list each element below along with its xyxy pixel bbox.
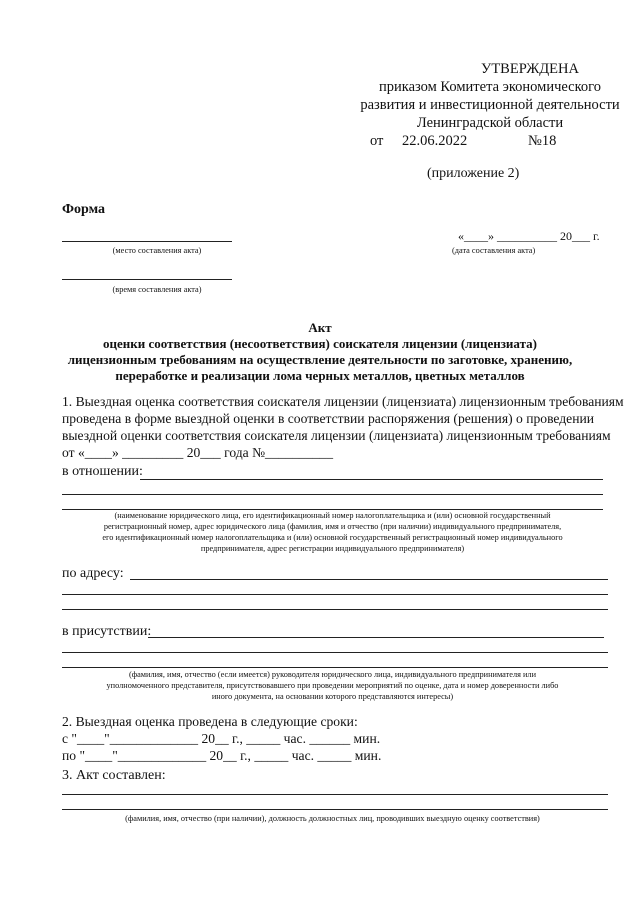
regarding-label: в отношении: — [62, 464, 143, 479]
section-2-from[interactable]: с "____"_____________ 20__ г., _____ час. ______ мин. — [62, 731, 381, 746]
presence-caption-line-2: уполномоченного представителя, присутствовавшего при проведении мероприятий по оценке, дата и номер доверенности либо — [106, 681, 559, 690]
section-1-line-2: проведена в форме выездной оценки в соответствии распоряжения (решения) о проведении — [62, 411, 595, 426]
time-line[interactable] — [62, 279, 232, 280]
approval-block — [355, 60, 625, 150]
regarding-caption-line-2: регистрационный номер, адрес юридического лица (фамилия, имя и отчество (при наличии) индивидуального предпринимателя, — [103, 522, 562, 531]
form-label: Форма — [62, 202, 106, 217]
presence-caption-line-3: иного документа, на основании которого представляются интересы) — [211, 692, 454, 701]
approval-date-prefix: от — [370, 133, 384, 149]
act-line-2: лицензионным требованиям на осуществление деятельности по заготовке, хранению, — [67, 352, 573, 367]
regarding-caption-line-1: (наименование юридического лица, его идентификационный номер налогоплательщика и (или) основной государственный — [114, 511, 551, 520]
act-title: Акт — [308, 320, 332, 335]
act-line-1: оценки соответствия (несоответствия) соискателя лицензии (лицензиата) — [103, 336, 537, 351]
appendix-label: (приложение 2) — [427, 166, 520, 181]
place-caption: (место составления акта) — [112, 246, 202, 255]
approval-order-line — [355, 132, 625, 150]
approval-line-2: развития и инвестиционной деятельности — [360, 97, 620, 113]
section-1-line-4[interactable]: от «____» _________ 20___ года №__________ — [62, 445, 334, 460]
approval-line-3: Ленинградской области — [416, 115, 564, 131]
place-line[interactable] — [62, 241, 232, 242]
approval-date: 22.06.2022 — [402, 133, 468, 149]
address-line-2[interactable] — [62, 594, 608, 595]
time-caption: (время составления акта) — [112, 285, 202, 294]
section-2-to[interactable]: по "____"_____________ 20__ г., _____ час. _____ мин. — [62, 748, 382, 763]
act-heading — [0, 320, 640, 384]
presence-line-1[interactable] — [148, 637, 604, 638]
date-caption: (дата составления акта) — [452, 246, 536, 255]
section-3-caption: (фамилия, имя, отчество (при наличии), должность должностных лиц, проводивших выездную оценку соответствия) — [125, 814, 540, 823]
presence-line-3[interactable] — [62, 667, 608, 668]
approval-title: УТВЕРЖДЕНА — [481, 61, 579, 77]
section-2 — [62, 713, 381, 764]
section-3-line-1[interactable] — [62, 794, 608, 795]
section-1-line-3: выездной оценки соответствия соискателя лицензии (лицензиата) лицензионным требованиям — [62, 428, 611, 443]
address-line-3[interactable] — [62, 609, 608, 610]
section-1-line-1: 1. Выездная оценка соответствия соискателя лицензии (лицензиата) лицензионным требованиям — [62, 394, 624, 409]
address-line-1[interactable] — [130, 579, 608, 580]
section-3-line-2[interactable] — [62, 809, 608, 810]
presence-caption-line-1: (фамилия, имя, отчество (если имеется) руководителя юридического лица, индивидуального предпринимателя или — [128, 670, 537, 679]
regarding-caption — [40, 510, 625, 554]
presence-caption — [40, 669, 625, 702]
section-1 — [62, 393, 624, 461]
presence-line-2[interactable] — [62, 652, 608, 653]
regarding-caption-line-3: его идентификационный номер налогоплательщика и (или) основной государственный регистрационный номер индивидуального — [102, 533, 563, 542]
section-2-title: 2. Выездная оценка проведена в следующие сроки: — [62, 714, 358, 729]
approval-number: №18 — [528, 133, 557, 149]
date-fill[interactable]: «____» __________ 20___ г. — [458, 229, 600, 243]
approval-line-1: приказом Комитета экономического — [378, 79, 602, 95]
regarding-caption-line-4: предпринимателя, адрес регистрации индивидуального предпринимателя) — [200, 544, 465, 553]
regarding-line-2[interactable] — [62, 494, 603, 495]
regarding-line-1[interactable] — [140, 479, 603, 480]
section-3-title: 3. Акт составлен: — [62, 768, 166, 783]
act-line-3: переработке и реализации лома черных металлов, цветных металлов — [115, 368, 525, 383]
presence-label: в присутствии: — [62, 624, 152, 639]
address-label: по адресу: — [62, 566, 124, 581]
